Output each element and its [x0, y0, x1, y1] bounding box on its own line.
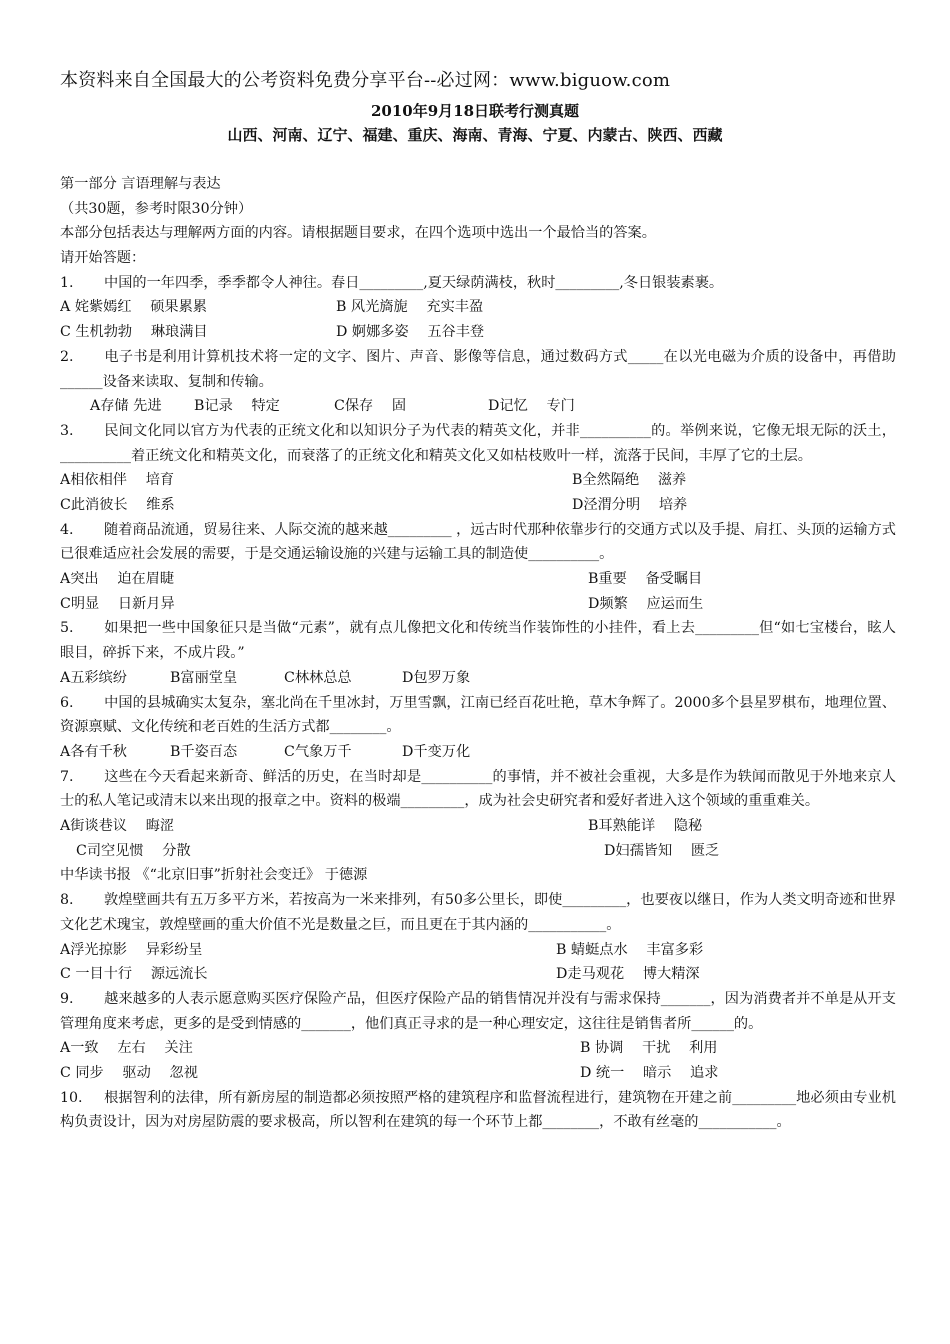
options-row	[60, 1036, 896, 1061]
question-number: 5.	[60, 620, 74, 637]
option-b: B 蜻蜓点水 丰富多彩	[556, 941, 704, 958]
option-b: B富丽堂皇	[170, 669, 238, 686]
options-row	[60, 962, 896, 987]
exam-body	[60, 172, 896, 1135]
exam-regions: 山西、河南、辽宁、福建、重庆、海南、青海、宁夏、内蒙古、陕西、西藏	[227, 126, 723, 144]
question-2	[60, 345, 896, 394]
option-b: B耳熟能详 隐秘	[588, 818, 703, 835]
options-row	[60, 468, 896, 493]
option-c: C明显 日新月异	[60, 595, 175, 612]
question-number: 9.	[60, 990, 74, 1007]
question-text: 敦煌壁画共有五万多平方米，若按高为一米来排列，有50多公里长，即使_________，也要夜以继日，作为人类文明奇迹和世界文化艺术瑰宝，敦煌壁画的重大价值不光是数量之巨，而且更在于其内涵的___________。	[60, 892, 896, 933]
option-b: B千姿百态	[170, 743, 238, 760]
question-number: 4.	[60, 521, 74, 538]
option-d: D包罗万象	[402, 669, 471, 686]
question-text: 根据智利的法律，所有新房屋的制造都必须按照严格的建筑程序和监督流程进行，建筑物在开建之前_________地必须由专业机构负责设计，因为对房屋防震的要求极高，所以智利在建筑的每一个环节上都________，不敢有丝毫的___________。	[60, 1089, 896, 1131]
question-number: 7.	[60, 768, 74, 785]
option-d: D 统一 暗示 追求	[580, 1065, 719, 1082]
option-c: C林林总总	[284, 669, 352, 686]
option-a: A一致 左右 关注	[60, 1040, 193, 1057]
option-a: A街谈巷议 晦涩	[60, 818, 175, 835]
question-7-source: 中华读书报 《“北京旧事”折射社会变迁》 于德源	[60, 867, 368, 884]
options-row	[60, 666, 896, 691]
option-a: A相依相伴 培育	[60, 472, 175, 489]
option-d: D 婀娜多姿 五谷丰登	[336, 324, 485, 341]
question-text: 民间文化同以官方为代表的正统文化和以知识分子为代表的精英文化，并非__________的。举例来说，它像无垠无际的沃土，__________着正统文化和精英文化，而衰落了的正统文化和精英文化又如枯枝败叶一样，流落于民间，丰厚了它的土层。	[60, 422, 896, 464]
option-c: C气象万千	[284, 743, 352, 760]
option-d: D泾渭分明 培养	[572, 497, 688, 514]
question-text: 越来越多的人表示愿意购买医疗保险产品，但医疗保险产品的销售情况并没有与需求保持_______，因为消费者并不单是从开支管理角度来考虑，更多的是受到情感的_______，他们真正寻求的是一种心理安定，这往往是销售者所______的。	[60, 990, 896, 1032]
question-3	[60, 419, 896, 468]
question-8	[60, 888, 896, 937]
part-description: 本部分包括表达与理解两方面的内容。请根据题目要求，在四个选项中选出一个最恰当的答案。	[60, 225, 656, 242]
question-number: 1.	[60, 274, 74, 291]
option-c: C此消彼长 维系	[60, 497, 175, 514]
question-4	[60, 518, 896, 567]
options-row	[60, 938, 896, 963]
question-number: 10.	[60, 1089, 83, 1106]
option-b: B重要 备受瞩目	[588, 571, 703, 588]
option-a: A存储 先进	[90, 398, 162, 415]
option-b: B记录 特定	[194, 398, 280, 415]
question-5	[60, 616, 896, 665]
options-row	[60, 320, 896, 345]
options-row	[60, 839, 896, 864]
options-row	[60, 394, 896, 419]
option-a: A 姹紫嫣红 硕果累累	[60, 299, 207, 316]
question-text: 中国的县城确实太复杂，塞北尚在千里冰封，万里雪飘，江南已经百花吐艳，草木争辉了。2000多个县星罗棋布，地理位置、资源禀赋、文化传统和老百姓的生活方式都________。	[60, 694, 896, 736]
options-row	[60, 567, 896, 592]
question-number: 8.	[60, 892, 74, 909]
option-a: A五彩缤纷	[60, 669, 127, 686]
option-b: B全然隔绝 滋养	[572, 472, 687, 489]
question-10	[60, 1086, 896, 1135]
question-text: 随着商品流通，贸易往来、人际交流的越来越_________ ，远古时代那种依靠步行的交通方式以及手提、肩扛、头顶的运输方式已很难适应社会发展的需要，于是交通运输设施的兴建与运输工具的制造使__________。	[60, 521, 896, 563]
option-a: A浮光掠影 异彩纷呈	[60, 941, 203, 958]
part-count: （共30题，参考时限30分钟）	[60, 200, 253, 217]
question-number: 2.	[60, 348, 74, 365]
question-text: 电子书是利用计算机技术将一定的文字、图片、声音、影像等信息，通过数码方式_____在以光电磁为介质的设备中，再借助______设备来读取、复制和传输。	[60, 348, 896, 390]
option-d: D频繁 应运而生	[588, 595, 704, 612]
question-7	[60, 765, 896, 814]
option-c: C 生机勃勃 琳琅满目	[60, 324, 208, 341]
option-b: B 协调 干扰 利用	[580, 1040, 718, 1057]
options-row	[60, 592, 896, 617]
option-a: A突出 迫在眉睫	[60, 571, 175, 588]
part-heading: 第一部分 言语理解与表达	[60, 176, 221, 192]
option-d: D记忆 专门	[488, 398, 575, 415]
option-c: C司空见惯 分散	[76, 842, 191, 859]
option-c: C 一目十行 源远流长	[60, 966, 208, 983]
options-row	[60, 1061, 896, 1086]
question-1	[60, 271, 896, 296]
question-text: 这些在今天看起来新奇、鲜活的历史，在当时却是__________的事情，并不被社会重视，大多是作为轶闻而散见于外地来京人士的私人笔记或清末以来出现的报章之中。资料的极端_________，成为社会史研究者和爱好者进入这个领域的重重难关。	[60, 768, 896, 810]
question-text: 如果把一些中国象征只是当做“元素”，就有点儿像把文化和传统当作装饰性的小挂件，看上去_________但“如七宝楼台，眩人眼目，碎拆下来，不成片段。”	[60, 620, 896, 662]
option-c: C保存 固	[334, 398, 407, 415]
question-number: 6.	[60, 694, 74, 711]
question-text: 中国的一年四季，季季都令人神往。春日_________,夏天绿荫满枝，秋时_________,冬日银装素裹。	[104, 274, 724, 291]
option-b: B 风光旖旎 充实丰盈	[336, 299, 484, 316]
question-9	[60, 987, 896, 1036]
option-d: D走马观花 博大精深	[556, 966, 700, 983]
exam-title: 2010年9月18日联考行测真题	[370, 102, 580, 120]
start-prompt: 请开始答题：	[60, 250, 146, 267]
options-row	[60, 493, 896, 518]
options-row	[60, 295, 896, 320]
question-6	[60, 691, 896, 740]
options-row	[60, 814, 896, 839]
options-row	[60, 740, 896, 765]
option-d: D妇孺皆知 匮乏	[604, 842, 720, 859]
question-number: 3.	[60, 422, 74, 439]
option-a: A各有千秋	[60, 743, 127, 760]
option-d: D千变万化	[402, 743, 471, 760]
source-banner: 本资料来自全国最大的公考资料免费分享平台--必过网：www.biguow.com	[60, 70, 671, 91]
option-c: C 同步 驱动 忽视	[60, 1065, 198, 1082]
